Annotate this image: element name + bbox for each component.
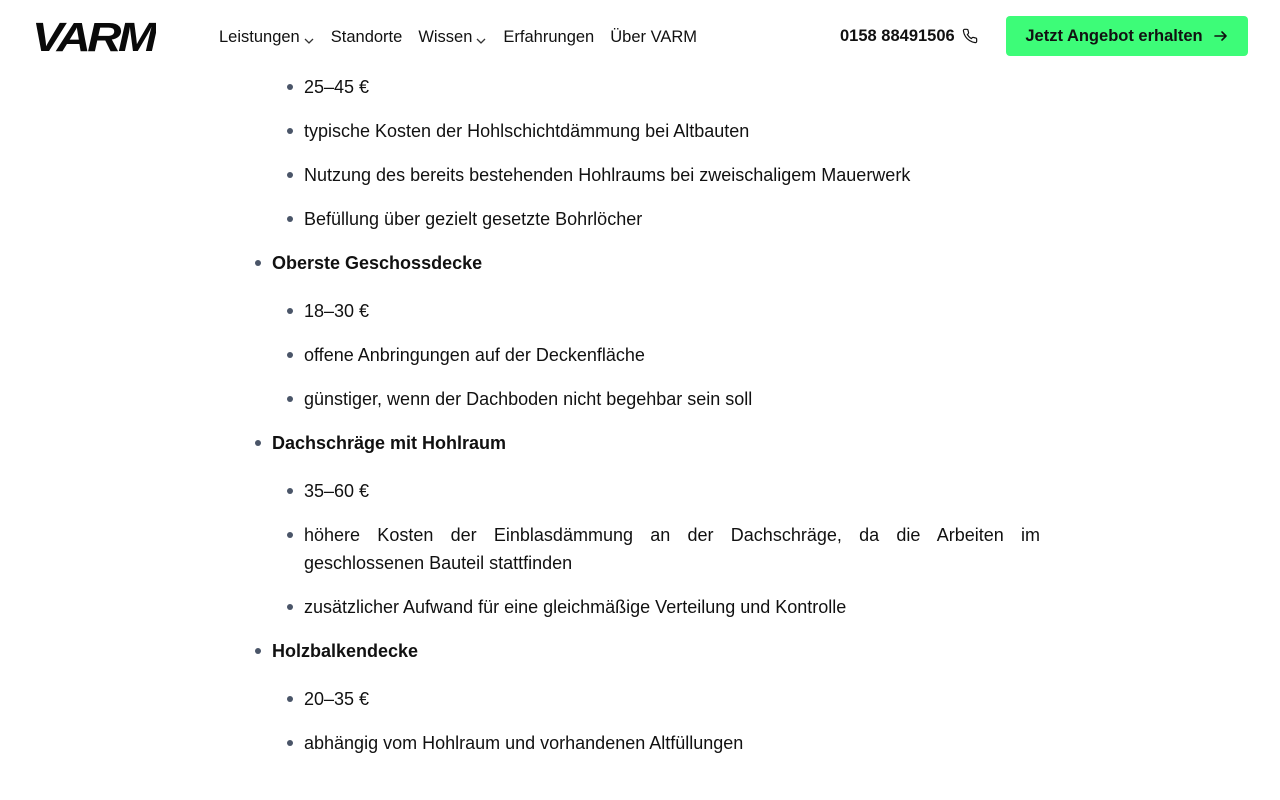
arrow-right-icon bbox=[1213, 28, 1229, 44]
varm-logo-mark bbox=[32, 18, 156, 54]
nav-item-erfahrungen[interactable] bbox=[503, 26, 594, 48]
chevron-down-icon bbox=[475, 31, 487, 43]
list-item: Befüllung über gezielt gesetzte Bohrlöcher bbox=[304, 205, 1040, 233]
list-item: günstiger, wenn der Dachboden nicht begehbar sein soll bbox=[304, 385, 1040, 413]
list-item: zusätzlicher Aufwand für eine gleichmäßige Verteilung und Kontrolle bbox=[304, 593, 1040, 621]
list-item: typische Kosten der Hohlschichtdämmung bei Altbauten bbox=[304, 117, 1040, 145]
nav-item-leistungen[interactable] bbox=[219, 26, 315, 48]
nav-label: Über VARM bbox=[610, 28, 698, 46]
nav-item-ueber-varm[interactable] bbox=[610, 26, 697, 48]
list-item: offene Anbringungen auf der Deckenfläche bbox=[304, 341, 1040, 369]
phone-icon bbox=[962, 28, 978, 44]
section-heading-dachschraege: Dachschräge mit Hohlraum bbox=[272, 429, 1032, 457]
list-item: 18–30 € bbox=[304, 297, 1040, 325]
phone-number: 0158 88491506 bbox=[840, 27, 955, 45]
main-nav bbox=[219, 26, 713, 48]
list-item: 20–35 € bbox=[304, 685, 1040, 713]
nav-label: Leistungen bbox=[219, 28, 300, 46]
section-heading-holzbalkendecke: Holzbalkendecke bbox=[272, 637, 1032, 665]
nav-item-standorte[interactable] bbox=[331, 26, 403, 48]
list-item: abhängig vom Hohlraum und vorhandenen Altfüllungen bbox=[304, 729, 1040, 757]
section-heading-geschossdecke: Oberste Geschossdecke bbox=[272, 249, 1032, 277]
nav-label: Erfahrungen bbox=[503, 28, 595, 46]
list-item: 35–60 € bbox=[304, 477, 1040, 505]
varm-logo[interactable] bbox=[32, 18, 156, 54]
svg-text:VARM: VARM bbox=[32, 18, 156, 54]
nav-label: Wissen bbox=[418, 28, 473, 46]
site-header bbox=[0, 0, 1280, 72]
list-item: 25–45 € bbox=[304, 73, 1040, 101]
list-item: Nutzung des bereits bestehenden Hohlraums bei zweischaligem Mauerwerk bbox=[304, 161, 1040, 189]
chevron-down-icon bbox=[303, 31, 315, 43]
cta-label: Jetzt Angebot erhalten bbox=[1025, 26, 1203, 45]
nav-item-wissen[interactable] bbox=[418, 26, 487, 48]
list-item: höhere Kosten der Einblasdämmung an der Dachschräge, da die Arbeiten im geschlossenen Bauteil stattfinden bbox=[304, 521, 1040, 577]
phone-link[interactable] bbox=[840, 25, 978, 47]
get-offer-button[interactable] bbox=[1006, 16, 1248, 56]
nav-label: Standorte bbox=[330, 28, 403, 46]
